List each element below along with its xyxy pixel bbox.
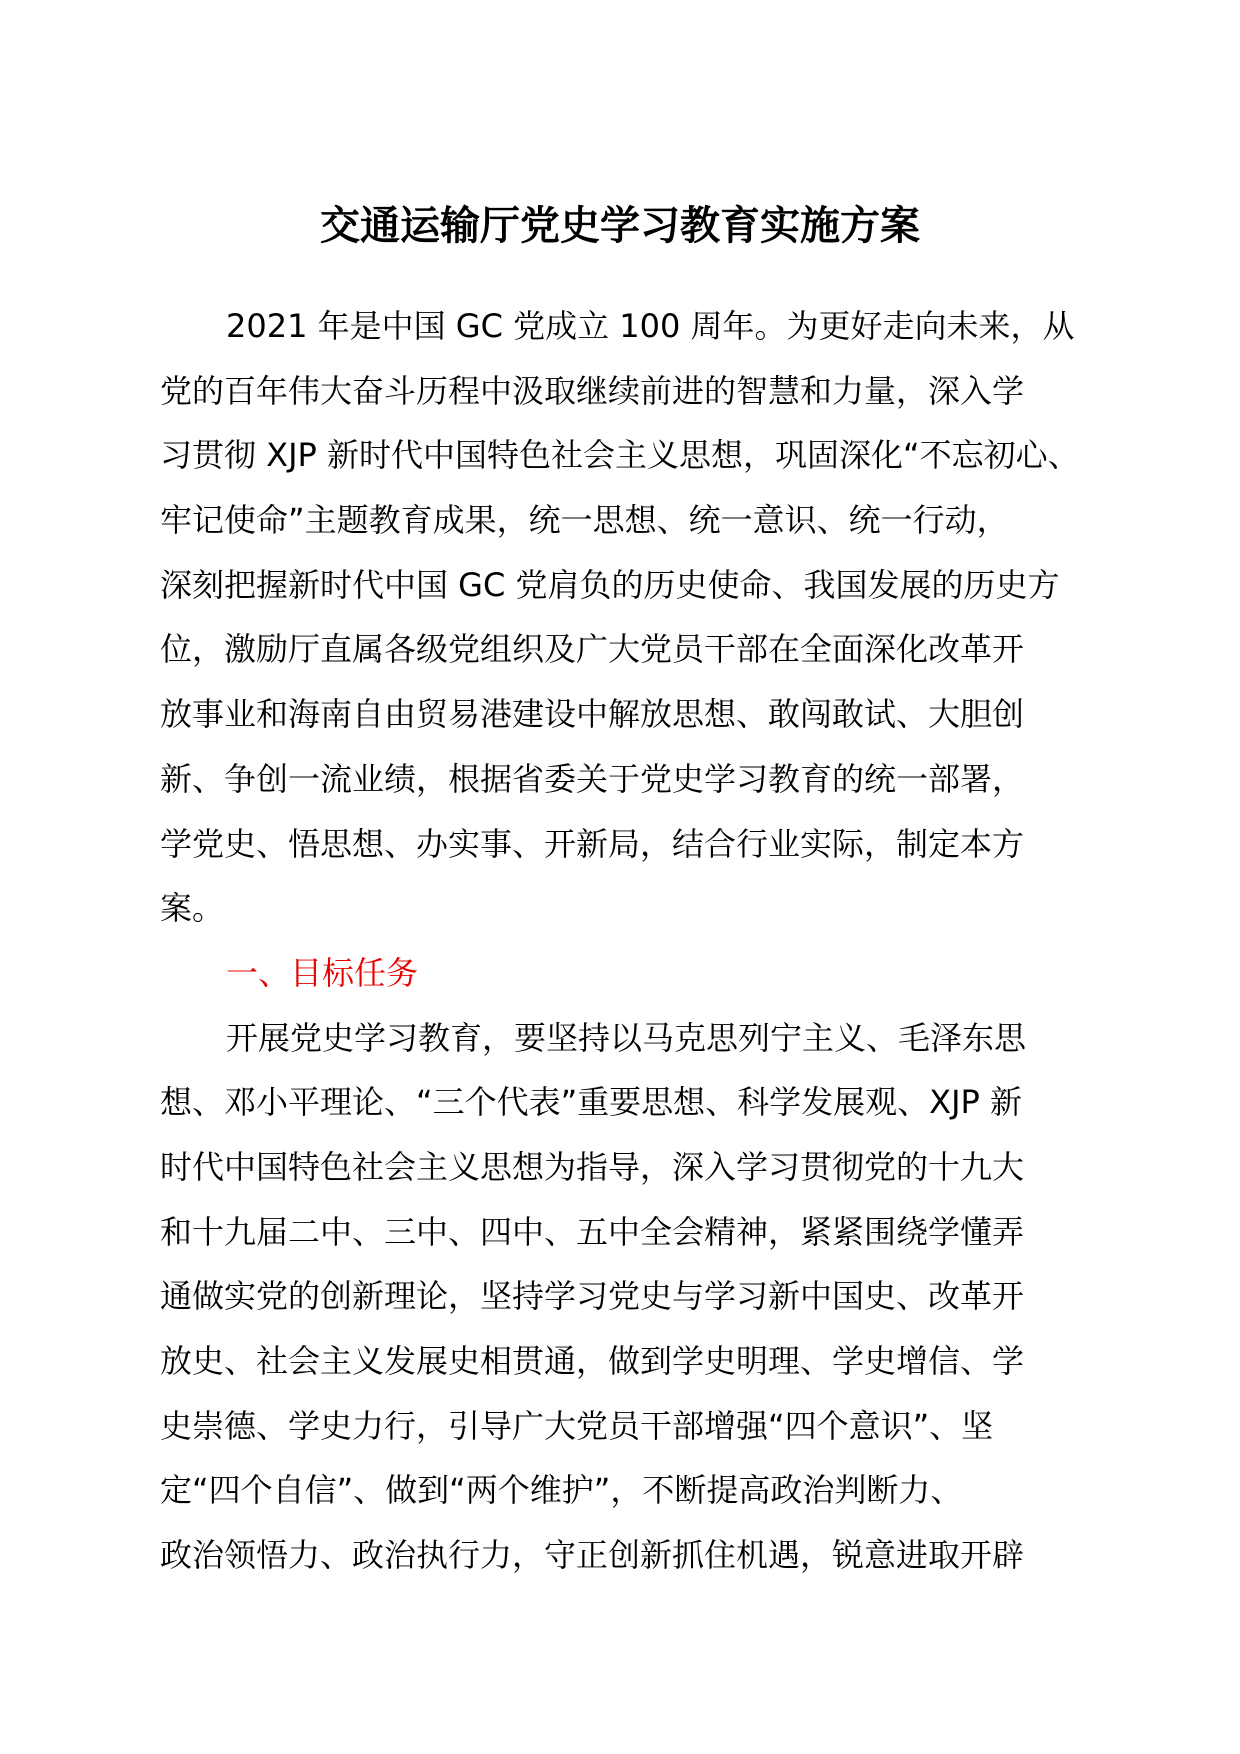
text-line: 政治领悟力、政治执行力，守正创新抓住机遇，锐意进取开辟 [160,1536,1025,1575]
text-line: 深刻把握新时代中国 GC 党肩负的历史使命、我国发展的历史方 [160,565,1060,604]
text-line: 位，激励厅直属各级党组织及广大党员干部在全面深化改革开 [160,630,1025,669]
text-line: 定“四个自信”、做到“两个维护”，不断提高政治判断力、 [160,1471,963,1510]
text-line: 案。 [160,889,225,928]
text-line: 牢记使命”主题教育成果，统一思想、统一意识、统一行动， [160,501,1009,540]
text-line: 新、争创一流业绩，根据省委关于党史学习教育的统一部署， [160,759,1025,798]
document-title: 交通运输厅党史学习教育实施方案 [320,203,920,249]
text-line: 开展党史学习教育，要坚持以马克思列宁主义、毛泽东思 [226,1018,1027,1057]
document-body [160,294,1120,1588]
text-line: 史崇德、学史力行，引导广大党员干部增强“四个意识”、坚 [160,1406,994,1445]
text-line: 放史、社会主义发展史相贯通，做到学史明理、学史增信、学 [160,1342,1025,1380]
text-line: 放事业和海南自由贸易港建设中解放思想、敢闯敢试、大胆创 [160,695,1025,734]
text-line: 时代中国特色社会主义思想为指导，深入学习贯彻党的十九大 [160,1147,1025,1186]
text-line: 和十九届二中、三中、四中、五中全会精神，紧紧围绕学懂弄 [160,1212,1025,1251]
text-line: 学党史、悟思想、办实事、开新局，结合行业实际，制定本方 [160,824,1025,863]
text-line: 通做实党的创新理论，坚持学习党史与学习新中国史、改革开 [160,1277,1025,1316]
text-line: 2021 年是中国 GC 党成立 100 周年。为更好走向未来，从 [226,307,1075,345]
text-line: 想、邓小平理论、“三个代表”重要思想、科学发展观、XJP 新 [160,1083,1022,1122]
text-line: 习贯彻 XJP 新时代中国特色社会主义思想，巩固深化“不忘初心、 [160,436,1080,475]
section-heading: 一、目标任务 [226,953,419,992]
text-line: 党的百年伟大奋斗历程中汲取继续前进的智慧和力量，深入学 [160,371,1025,410]
